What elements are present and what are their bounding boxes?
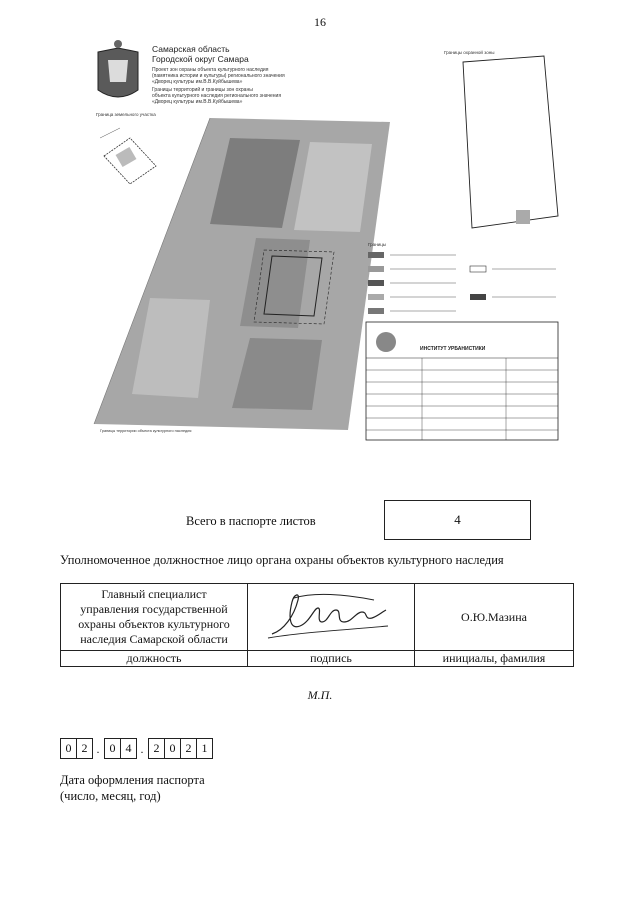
map-project-line: Проект зон охраны объекта культурного наследия xyxy=(152,67,269,73)
date-digit: 2 xyxy=(148,738,165,759)
map-inset-left-title: Граница земельного участка xyxy=(96,112,156,117)
date-digit: 4 xyxy=(120,738,137,759)
map-inset-right xyxy=(463,56,558,228)
date-digit: 2 xyxy=(180,738,197,759)
map-boundaries-line: Границы территорий и границы зон охраны xyxy=(152,87,253,93)
page-number: 16 xyxy=(314,15,326,29)
date-digit: 0 xyxy=(164,738,181,759)
map-boundaries-line: объекта культурного наследия регионального значения xyxy=(152,93,282,99)
position-line: охраны объектов культурного xyxy=(78,617,230,631)
svg-text:Границы: Границы xyxy=(368,242,386,247)
date-label xyxy=(60,772,205,804)
map-inset-left xyxy=(100,128,156,184)
date-digit: 0 xyxy=(60,738,77,759)
caption-signature: подпись xyxy=(248,651,415,667)
map-footnote: Границы территории объекта культурного наследия xyxy=(100,429,192,433)
coat-of-arms-icon xyxy=(98,40,138,97)
map-inset-right-title: Границы охранной зоны xyxy=(444,50,495,55)
sheets-count-value: 4 xyxy=(454,512,461,527)
map-aerial-photo xyxy=(94,118,390,430)
position-line: Главный специалист xyxy=(101,587,207,601)
date-label-line: Дата оформления паспорта xyxy=(60,773,205,787)
map-district-title: Городской округ Самара xyxy=(152,54,249,64)
sheets-count-box xyxy=(384,500,531,540)
date-separator: . xyxy=(140,742,144,756)
protection-zone-map xyxy=(60,38,575,448)
map-project-line: (памятника истории и культуры) регионального значения xyxy=(152,73,285,79)
name-cell xyxy=(415,584,574,651)
signature-cell xyxy=(248,584,415,651)
stamp-label: М.П. xyxy=(307,688,333,702)
map-boundaries-line: «Дворец культуры им.В.В.Куйбышева» xyxy=(152,99,243,105)
handwritten-signature xyxy=(264,586,394,642)
official-label: Уполномоченное должностное лицо органа охраны объектов культурного наследия xyxy=(60,553,504,567)
signature-table xyxy=(60,583,574,667)
map-institute: ИНСТИТУТ УРБАНИСТИКИ xyxy=(420,346,486,352)
map-title-block xyxy=(366,322,558,440)
position-line: управления государственной xyxy=(80,602,228,616)
date-digit: 2 xyxy=(76,738,93,759)
sheets-count-label: Всего в паспорте листов xyxy=(186,514,316,528)
issue-date xyxy=(60,738,212,759)
date-digit: 0 xyxy=(104,738,121,759)
date-label-line: (число, месяц, год) xyxy=(60,789,161,803)
caption-position: должность xyxy=(61,651,248,667)
map-legend xyxy=(368,242,556,314)
official-name: О.Ю.Мазина xyxy=(461,609,527,624)
map-project-line: «Дворец культуры им.В.В.Куйбышева» xyxy=(152,79,243,85)
position-cell xyxy=(61,584,248,651)
date-separator: . xyxy=(96,742,100,756)
caption-name: инициалы, фамилия xyxy=(415,651,574,667)
map-region-title: Самарская область xyxy=(152,44,230,54)
position-line: наследия Самарской области xyxy=(80,632,228,646)
date-digit: 1 xyxy=(196,738,213,759)
map-image xyxy=(60,38,575,448)
